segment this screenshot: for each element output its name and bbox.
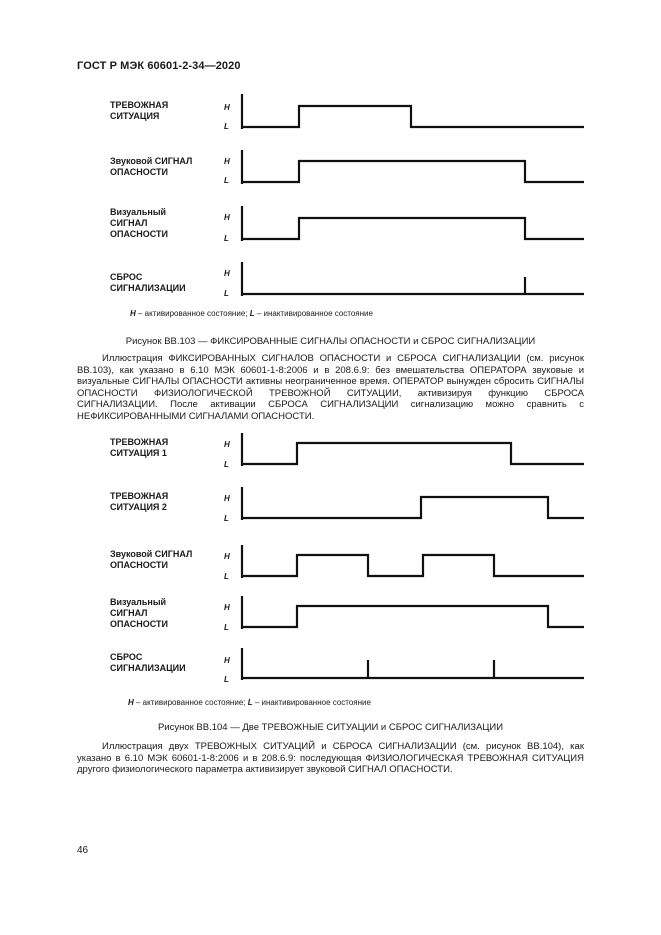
level-high-label: H (224, 656, 230, 665)
signal-label-auditory-alarm: Звуковой СИГНАЛ ОПАСНОСТИ (110, 156, 193, 177)
waveform-visual-alarm (242, 218, 584, 239)
figure-legend: H – активированное состояние; L – инактивированное состояние (130, 309, 373, 318)
waveform-visual-alarm (242, 606, 584, 627)
level-high-label: H (224, 552, 230, 561)
level-high-label: H (224, 603, 230, 612)
signal-label-visual-alarm: Визуальный СИГНАЛ ОПАСНОСТИ (110, 597, 168, 629)
body-paragraph: Иллюстрация ФИКСИРОВАННЫХ СИГНАЛОВ ОПАСНОСТИ и СБРОСА СИГНАЛИЗАЦИИ (см. рисунок ВВ.103), как указано в 6.10 МЭК 60601-1-8:2006 и в 208.6.9: без вмешательства ОПЕРАТОРА звуковые и визуальные СИГНАЛЫ ОПАСНОСТИ активны неограниченное время. ОПЕРАТОР вынужден сбросить СИГНАЛЫ ОПАСНОСТИ ФИЗИОЛОГИЧЕСКОЙ ТРЕВОЖНОЙ СИТУАЦИИ, активизируя функцию СБРОСА СИГНАЛИЗАЦИИ. После активации СБРОСА СИГНАЛИЗАЦИИ сигнализацию можно сравнить с НЕФИКСИРОВАННЫМИ СИГНАЛАМИ ОПАСНОСТИ. (77, 353, 584, 422)
signal-label-alarm-condition-2: ТРЕВОЖНАЯ СИТУАЦИЯ 2 (110, 491, 169, 512)
page-number: 46 (77, 845, 89, 856)
level-low-label: L (224, 289, 229, 298)
level-high-label: H (224, 103, 230, 112)
level-low-label: L (224, 122, 229, 131)
signal-label-alarm-condition-1: ТРЕВОЖНАЯ СИТУАЦИЯ 1 (110, 437, 169, 458)
signal-label-alarm-condition: ТРЕВОЖНАЯ СИТУАЦИЯ (110, 100, 169, 121)
level-low-label: L (224, 514, 229, 523)
waveform-auditory-alarm (242, 555, 584, 576)
waveform-alarm-condition-2 (242, 497, 584, 518)
signal-label-visual-alarm: Визуальный СИГНАЛ ОПАСНОСТИ (110, 207, 168, 239)
level-low-label: L (224, 176, 229, 185)
waveform-alarm-condition (242, 106, 584, 127)
waveform-alarm-reset (242, 660, 584, 678)
level-low-label: L (224, 572, 229, 581)
level-low-label: L (224, 675, 229, 684)
body-paragraph: Иллюстрация двух ТРЕВОЖНЫХ СИТУАЦИЙ и СБРОСА СИГНАЛИЗАЦИИ (см. рисунок ВВ.104), как указано в 6.10 МЭК 60601-1-8:2006 и в 208.6.9: последующая ФИЗИОЛОГИЧЕСКАЯ ТРЕВОЖНАЯ СИТУАЦИЯ другого физиологического параметра активизирует звуковой СИГНАЛ ОПАСНОСТИ. (77, 741, 584, 776)
level-low-label: L (224, 460, 229, 469)
level-high-label: H (224, 269, 230, 278)
signal-label-alarm-reset: СБРОС СИГНАЛИЗАЦИИ (110, 652, 186, 673)
waveform-alarm-condition-1 (242, 443, 584, 464)
level-high-label: H (224, 213, 230, 222)
document-header: ГОСТ Р МЭК 60601-2-34—2020 (77, 60, 241, 72)
figure-legend: H – активированное состояние; L – инактивированное состояние (128, 698, 371, 707)
level-low-label: L (224, 234, 229, 243)
level-high-label: H (224, 494, 230, 503)
signal-label-auditory-alarm: Звуковой СИГНАЛ ОПАСНОСТИ (110, 549, 193, 570)
figure-caption: Рисунок ВВ.103 — ФИКСИРОВАННЫЕ СИГНАЛЫ ОПАСНОСТИ и СБРОС СИГНАЛИЗАЦИИ (125, 336, 536, 347)
signal-label-alarm-reset: СБРОС СИГНАЛИЗАЦИИ (110, 272, 186, 293)
waveform-alarm-reset (242, 277, 584, 294)
figure-caption: Рисунок ВВ.104 — Две ТРЕВОЖНЫЕ СИТУАЦИИ и СБРОС СИГНАЛИЗАЦИИ (157, 722, 504, 733)
waveform-auditory-alarm (242, 161, 584, 182)
level-low-label: L (224, 623, 229, 632)
level-high-label: H (224, 157, 230, 166)
level-high-label: H (224, 440, 230, 449)
